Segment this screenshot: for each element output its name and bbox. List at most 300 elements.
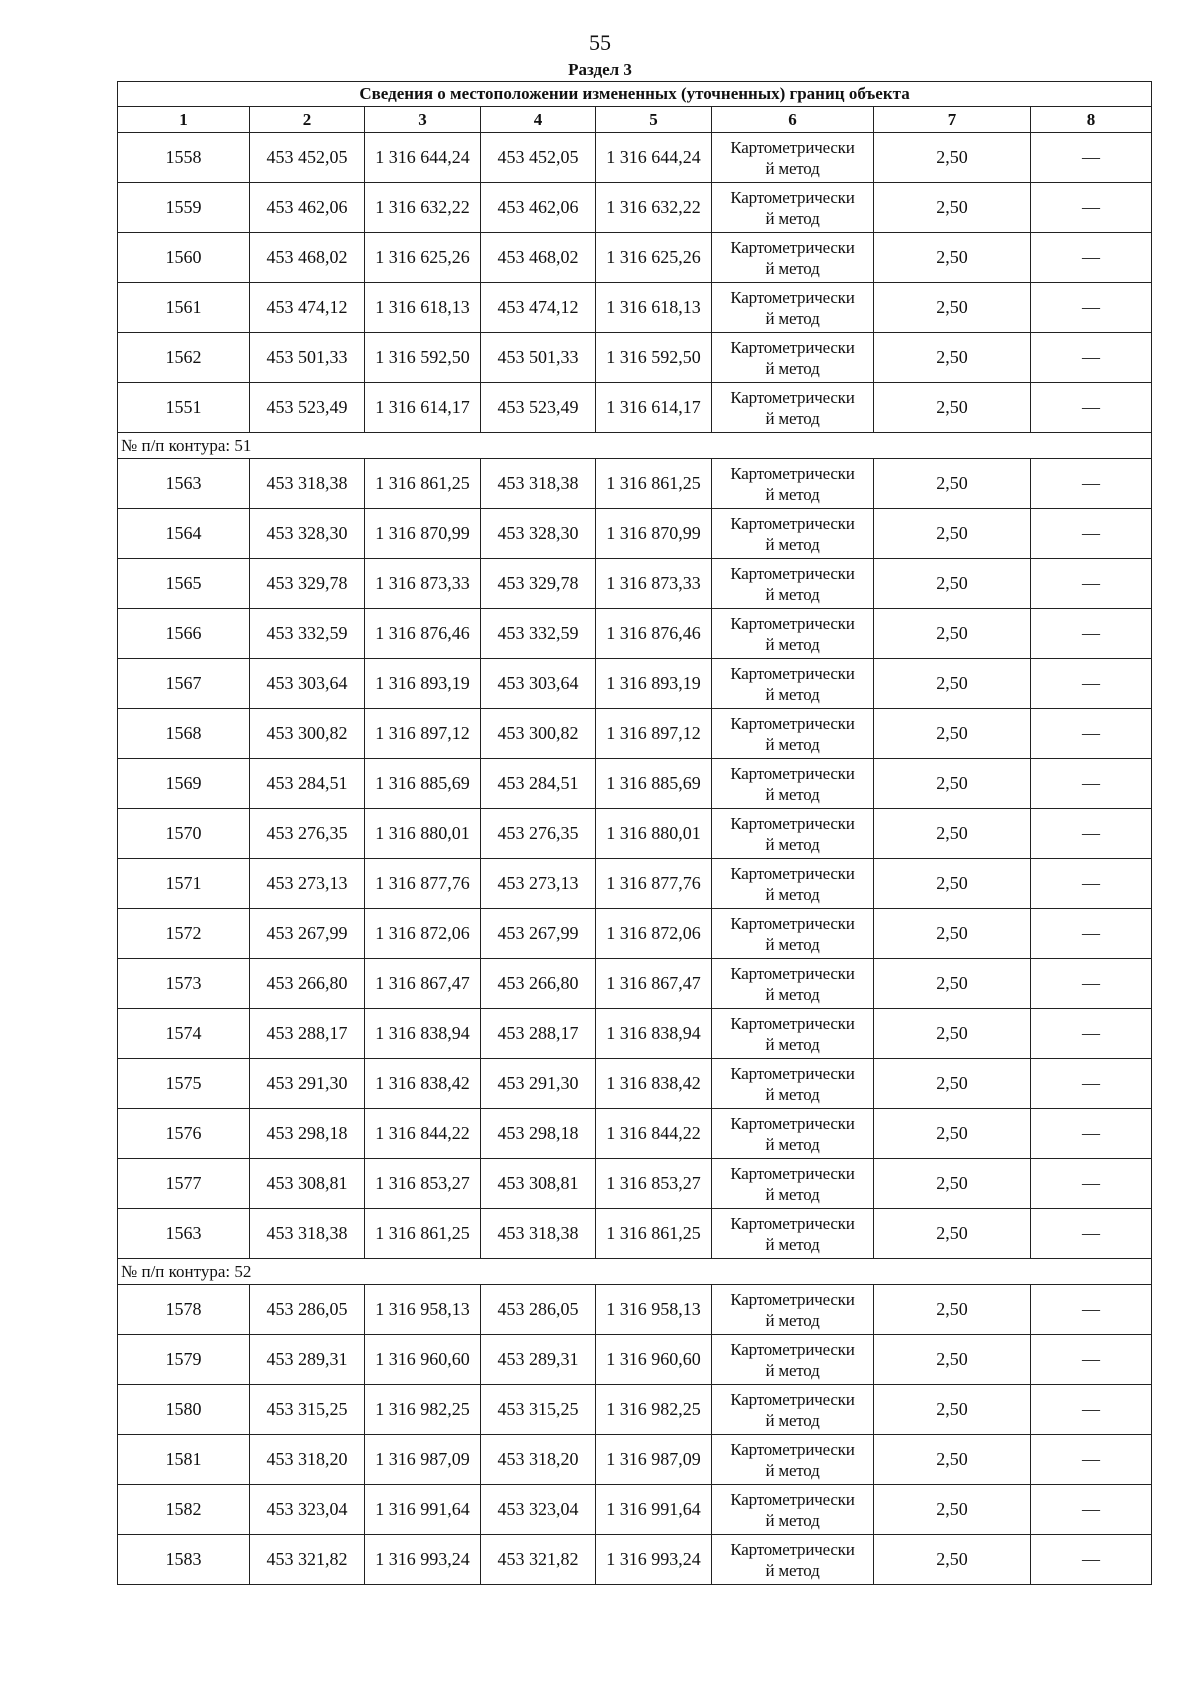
description-cell: — bbox=[1031, 1109, 1152, 1159]
x-new-cell: 453 523,49 bbox=[481, 383, 596, 433]
y-new-cell: 1 316 993,24 bbox=[596, 1535, 712, 1585]
method-line-1: Картометрически bbox=[730, 1489, 855, 1509]
point-number-cell: 1566 bbox=[118, 609, 250, 659]
y-new-cell: 1 316 982,25 bbox=[596, 1385, 712, 1435]
accuracy-cell: 2,50 bbox=[874, 509, 1031, 559]
y-existing-cell: 1 316 870,99 bbox=[365, 509, 481, 559]
y-existing-cell: 1 316 958,13 bbox=[365, 1285, 481, 1335]
column-number: 1 bbox=[118, 107, 250, 133]
x-existing-cell: 453 452,05 bbox=[250, 133, 365, 183]
description-cell: — bbox=[1031, 459, 1152, 509]
x-new-cell: 453 452,05 bbox=[481, 133, 596, 183]
x-existing-cell: 453 329,78 bbox=[250, 559, 365, 609]
x-existing-cell: 453 501,33 bbox=[250, 333, 365, 383]
method-line-1: Картометрически bbox=[730, 1339, 855, 1359]
x-new-cell: 453 332,59 bbox=[481, 609, 596, 659]
method-cell bbox=[712, 809, 874, 859]
x-new-cell: 453 462,06 bbox=[481, 183, 596, 233]
x-new-cell: 453 474,12 bbox=[481, 283, 596, 333]
y-new-cell: 1 316 861,25 bbox=[596, 1209, 712, 1259]
point-number-cell: 1563 bbox=[118, 459, 250, 509]
y-existing-cell: 1 316 625,26 bbox=[365, 233, 481, 283]
method-line-1: Картометрически bbox=[730, 513, 855, 533]
table-row bbox=[118, 659, 1152, 709]
table-row bbox=[118, 809, 1152, 859]
y-new-cell: 1 316 958,13 bbox=[596, 1285, 712, 1335]
method-cell bbox=[712, 959, 874, 1009]
y-new-cell: 1 316 838,94 bbox=[596, 1009, 712, 1059]
accuracy-cell: 2,50 bbox=[874, 133, 1031, 183]
point-number-cell: 1570 bbox=[118, 809, 250, 859]
point-number-cell: 1572 bbox=[118, 909, 250, 959]
x-new-cell: 453 273,13 bbox=[481, 859, 596, 909]
method-line-2: й метод bbox=[765, 584, 820, 604]
method-cell bbox=[712, 759, 874, 809]
contour-label: № п/п контура: 52 bbox=[118, 1259, 1152, 1285]
method-cell bbox=[712, 859, 874, 909]
y-existing-cell: 1 316 960,60 bbox=[365, 1335, 481, 1385]
method-cell bbox=[712, 133, 874, 183]
table-row bbox=[118, 1009, 1152, 1059]
method-cell bbox=[712, 459, 874, 509]
method-line-2: й метод bbox=[765, 1560, 820, 1580]
y-new-cell: 1 316 872,06 bbox=[596, 909, 712, 959]
method-line-2: й метод bbox=[765, 684, 820, 704]
table-row bbox=[118, 709, 1152, 759]
x-existing-cell: 453 318,20 bbox=[250, 1435, 365, 1485]
x-existing-cell: 453 284,51 bbox=[250, 759, 365, 809]
description-cell: — bbox=[1031, 233, 1152, 283]
x-existing-cell: 453 474,12 bbox=[250, 283, 365, 333]
y-new-cell: 1 316 861,25 bbox=[596, 459, 712, 509]
method-line-1: Картометрически bbox=[730, 913, 855, 933]
point-number-cell: 1582 bbox=[118, 1485, 250, 1535]
accuracy-cell: 2,50 bbox=[874, 1535, 1031, 1585]
y-new-cell: 1 316 618,13 bbox=[596, 283, 712, 333]
y-new-cell: 1 316 876,46 bbox=[596, 609, 712, 659]
accuracy-cell: 2,50 bbox=[874, 283, 1031, 333]
table-row bbox=[118, 1435, 1152, 1485]
y-existing-cell: 1 316 632,22 bbox=[365, 183, 481, 233]
table-row bbox=[118, 859, 1152, 909]
y-existing-cell: 1 316 982,25 bbox=[365, 1385, 481, 1435]
column-number: 7 bbox=[874, 107, 1031, 133]
method-line-2: й метод bbox=[765, 358, 820, 378]
method-line-2: й метод bbox=[765, 308, 820, 328]
y-existing-cell: 1 316 880,01 bbox=[365, 809, 481, 859]
x-existing-cell: 453 332,59 bbox=[250, 609, 365, 659]
point-number-cell: 1571 bbox=[118, 859, 250, 909]
x-new-cell: 453 289,31 bbox=[481, 1335, 596, 1385]
method-line-1: Картометрически bbox=[730, 137, 855, 157]
y-existing-cell: 1 316 861,25 bbox=[365, 459, 481, 509]
x-existing-cell: 453 298,18 bbox=[250, 1109, 365, 1159]
description-cell: — bbox=[1031, 1009, 1152, 1059]
contour-row bbox=[118, 433, 1152, 459]
x-new-cell: 453 329,78 bbox=[481, 559, 596, 609]
x-existing-cell: 453 288,17 bbox=[250, 1009, 365, 1059]
point-number-cell: 1551 bbox=[118, 383, 250, 433]
page-number: 55 bbox=[589, 30, 611, 55]
y-existing-cell: 1 316 876,46 bbox=[365, 609, 481, 659]
x-new-cell: 453 286,05 bbox=[481, 1285, 596, 1335]
y-new-cell: 1 316 880,01 bbox=[596, 809, 712, 859]
table-body bbox=[118, 82, 1152, 1585]
x-existing-cell: 453 276,35 bbox=[250, 809, 365, 859]
description-cell: — bbox=[1031, 133, 1152, 183]
method-line-2: й метод bbox=[765, 1084, 820, 1104]
method-line-1: Картометрически bbox=[730, 237, 855, 257]
column-number: 5 bbox=[596, 107, 712, 133]
description-cell: — bbox=[1031, 1209, 1152, 1259]
x-new-cell: 453 315,25 bbox=[481, 1385, 596, 1435]
description-cell: — bbox=[1031, 509, 1152, 559]
point-number-cell: 1583 bbox=[118, 1535, 250, 1585]
table-row bbox=[118, 233, 1152, 283]
method-cell bbox=[712, 559, 874, 609]
y-existing-cell: 1 316 885,69 bbox=[365, 759, 481, 809]
column-number: 2 bbox=[250, 107, 365, 133]
description-cell: — bbox=[1031, 1485, 1152, 1535]
y-new-cell: 1 316 877,76 bbox=[596, 859, 712, 909]
y-new-cell: 1 316 592,50 bbox=[596, 333, 712, 383]
method-cell bbox=[712, 1435, 874, 1485]
x-existing-cell: 453 286,05 bbox=[250, 1285, 365, 1335]
method-cell bbox=[712, 659, 874, 709]
method-cell bbox=[712, 333, 874, 383]
method-line-2: й метод bbox=[765, 158, 820, 178]
point-number-cell: 1573 bbox=[118, 959, 250, 1009]
x-new-cell: 453 291,30 bbox=[481, 1059, 596, 1109]
x-new-cell: 453 318,38 bbox=[481, 1209, 596, 1259]
accuracy-cell: 2,50 bbox=[874, 1159, 1031, 1209]
method-cell bbox=[712, 1109, 874, 1159]
method-cell bbox=[712, 1485, 874, 1535]
y-existing-cell: 1 316 618,13 bbox=[365, 283, 481, 333]
accuracy-cell: 2,50 bbox=[874, 1285, 1031, 1335]
accuracy-cell: 2,50 bbox=[874, 759, 1031, 809]
x-existing-cell: 453 267,99 bbox=[250, 909, 365, 959]
table-row bbox=[118, 1159, 1152, 1209]
description-cell: — bbox=[1031, 1385, 1152, 1435]
method-line-2: й метод bbox=[765, 208, 820, 228]
x-new-cell: 453 321,82 bbox=[481, 1535, 596, 1585]
x-existing-cell: 453 328,30 bbox=[250, 509, 365, 559]
table-row bbox=[118, 959, 1152, 1009]
x-existing-cell: 453 321,82 bbox=[250, 1535, 365, 1585]
accuracy-cell: 2,50 bbox=[874, 1209, 1031, 1259]
table-caption: Сведения о местоположении измененных (уточненных) границ объекта bbox=[118, 82, 1152, 107]
method-line-2: й метод bbox=[765, 258, 820, 278]
x-new-cell: 453 328,30 bbox=[481, 509, 596, 559]
method-line-1: Картометрически bbox=[730, 763, 855, 783]
point-number-cell: 1563 bbox=[118, 1209, 250, 1259]
method-line-1: Картометрически bbox=[730, 1013, 855, 1033]
point-number-cell: 1560 bbox=[118, 233, 250, 283]
accuracy-cell: 2,50 bbox=[874, 559, 1031, 609]
x-existing-cell: 453 462,06 bbox=[250, 183, 365, 233]
y-existing-cell: 1 316 873,33 bbox=[365, 559, 481, 609]
table-row bbox=[118, 1109, 1152, 1159]
point-number-cell: 1561 bbox=[118, 283, 250, 333]
x-new-cell: 453 468,02 bbox=[481, 233, 596, 283]
method-line-2: й метод bbox=[765, 408, 820, 428]
table-row bbox=[118, 1335, 1152, 1385]
method-line-2: й метод bbox=[765, 1184, 820, 1204]
y-new-cell: 1 316 987,09 bbox=[596, 1435, 712, 1485]
contour-label: № п/п контура: 51 bbox=[118, 433, 1152, 459]
column-number: 4 bbox=[481, 107, 596, 133]
x-existing-cell: 453 273,13 bbox=[250, 859, 365, 909]
method-cell bbox=[712, 183, 874, 233]
method-cell bbox=[712, 609, 874, 659]
point-number-cell: 1564 bbox=[118, 509, 250, 559]
y-existing-cell: 1 316 987,09 bbox=[365, 1435, 481, 1485]
accuracy-cell: 2,50 bbox=[874, 1009, 1031, 1059]
column-number: 6 bbox=[712, 107, 874, 133]
description-cell: — bbox=[1031, 859, 1152, 909]
y-new-cell: 1 316 625,26 bbox=[596, 233, 712, 283]
method-line-2: й метод bbox=[765, 1360, 820, 1380]
x-existing-cell: 453 323,04 bbox=[250, 1485, 365, 1535]
method-line-1: Картометрически bbox=[730, 187, 855, 207]
point-number-cell: 1569 bbox=[118, 759, 250, 809]
table-row bbox=[118, 1485, 1152, 1535]
x-existing-cell: 453 291,30 bbox=[250, 1059, 365, 1109]
y-new-cell: 1 316 853,27 bbox=[596, 1159, 712, 1209]
table-row bbox=[118, 1285, 1152, 1335]
point-number-cell: 1568 bbox=[118, 709, 250, 759]
table-row bbox=[118, 383, 1152, 433]
accuracy-cell: 2,50 bbox=[874, 1109, 1031, 1159]
method-line-1: Картометрически bbox=[730, 337, 855, 357]
method-line-1: Картометрически bbox=[730, 1063, 855, 1083]
y-existing-cell: 1 316 853,27 bbox=[365, 1159, 481, 1209]
method-cell bbox=[712, 509, 874, 559]
accuracy-cell: 2,50 bbox=[874, 1335, 1031, 1385]
table-caption-row bbox=[118, 82, 1152, 107]
method-line-1: Картометрически bbox=[730, 563, 855, 583]
x-new-cell: 453 303,64 bbox=[481, 659, 596, 709]
table-row bbox=[118, 283, 1152, 333]
column-number: 8 bbox=[1031, 107, 1152, 133]
column-number: 3 bbox=[365, 107, 481, 133]
description-cell: — bbox=[1031, 333, 1152, 383]
method-line-2: й метод bbox=[765, 1460, 820, 1480]
method-line-2: й метод bbox=[765, 984, 820, 1004]
x-new-cell: 453 318,38 bbox=[481, 459, 596, 509]
y-new-cell: 1 316 844,22 bbox=[596, 1109, 712, 1159]
accuracy-cell: 2,50 bbox=[874, 1059, 1031, 1109]
method-cell bbox=[712, 1159, 874, 1209]
table-row bbox=[118, 1209, 1152, 1259]
method-line-2: й метод bbox=[765, 1134, 820, 1154]
method-line-2: й метод bbox=[765, 834, 820, 854]
description-cell: — bbox=[1031, 559, 1152, 609]
description-cell: — bbox=[1031, 609, 1152, 659]
y-new-cell: 1 316 897,12 bbox=[596, 709, 712, 759]
y-existing-cell: 1 316 867,47 bbox=[365, 959, 481, 1009]
method-line-2: й метод bbox=[765, 934, 820, 954]
y-new-cell: 1 316 885,69 bbox=[596, 759, 712, 809]
table-row bbox=[118, 509, 1152, 559]
method-line-2: й метод bbox=[765, 534, 820, 554]
point-number-cell: 1577 bbox=[118, 1159, 250, 1209]
method-line-2: й метод bbox=[765, 884, 820, 904]
method-line-1: Картометрически bbox=[730, 613, 855, 633]
accuracy-cell: 2,50 bbox=[874, 959, 1031, 1009]
method-cell bbox=[712, 1059, 874, 1109]
method-cell bbox=[712, 1209, 874, 1259]
x-existing-cell: 453 523,49 bbox=[250, 383, 365, 433]
y-new-cell: 1 316 960,60 bbox=[596, 1335, 712, 1385]
x-existing-cell: 453 308,81 bbox=[250, 1159, 365, 1209]
point-number-cell: 1575 bbox=[118, 1059, 250, 1109]
accuracy-cell: 2,50 bbox=[874, 1485, 1031, 1535]
method-line-1: Картометрически bbox=[730, 963, 855, 983]
method-line-2: й метод bbox=[765, 484, 820, 504]
x-new-cell: 453 266,80 bbox=[481, 959, 596, 1009]
accuracy-cell: 2,50 bbox=[874, 609, 1031, 659]
table-row bbox=[118, 559, 1152, 609]
column-number-row bbox=[118, 107, 1152, 133]
y-existing-cell: 1 316 991,64 bbox=[365, 1485, 481, 1535]
table-row bbox=[118, 1059, 1152, 1109]
x-new-cell: 453 284,51 bbox=[481, 759, 596, 809]
point-number-cell: 1567 bbox=[118, 659, 250, 709]
point-number-cell: 1559 bbox=[118, 183, 250, 233]
method-line-1: Картометрически bbox=[730, 387, 855, 407]
method-cell bbox=[712, 283, 874, 333]
accuracy-cell: 2,50 bbox=[874, 1435, 1031, 1485]
x-new-cell: 453 501,33 bbox=[481, 333, 596, 383]
point-number-cell: 1574 bbox=[118, 1009, 250, 1059]
accuracy-cell: 2,50 bbox=[874, 859, 1031, 909]
method-line-2: й метод bbox=[765, 1310, 820, 1330]
description-cell: — bbox=[1031, 709, 1152, 759]
method-line-2: й метод bbox=[765, 1034, 820, 1054]
method-line-1: Картометрически bbox=[730, 1163, 855, 1183]
table-row bbox=[118, 1385, 1152, 1435]
method-line-1: Картометрически bbox=[730, 1213, 855, 1233]
description-cell: — bbox=[1031, 183, 1152, 233]
x-new-cell: 453 288,17 bbox=[481, 1009, 596, 1059]
method-line-1: Картометрически bbox=[730, 1539, 855, 1559]
y-existing-cell: 1 316 838,94 bbox=[365, 1009, 481, 1059]
x-new-cell: 453 300,82 bbox=[481, 709, 596, 759]
y-new-cell: 1 316 644,24 bbox=[596, 133, 712, 183]
description-cell: — bbox=[1031, 1435, 1152, 1485]
description-cell: — bbox=[1031, 809, 1152, 859]
method-line-1: Картометрически bbox=[730, 1439, 855, 1459]
description-cell: — bbox=[1031, 959, 1152, 1009]
accuracy-cell: 2,50 bbox=[874, 233, 1031, 283]
y-new-cell: 1 316 870,99 bbox=[596, 509, 712, 559]
description-cell: — bbox=[1031, 1535, 1152, 1585]
table-row bbox=[118, 133, 1152, 183]
x-existing-cell: 453 266,80 bbox=[250, 959, 365, 1009]
method-line-1: Картометрически bbox=[730, 1113, 855, 1133]
y-existing-cell: 1 316 592,50 bbox=[365, 333, 481, 383]
method-cell bbox=[712, 709, 874, 759]
y-new-cell: 1 316 632,22 bbox=[596, 183, 712, 233]
x-existing-cell: 453 303,64 bbox=[250, 659, 365, 709]
x-new-cell: 453 267,99 bbox=[481, 909, 596, 959]
method-cell bbox=[712, 233, 874, 283]
x-new-cell: 453 323,04 bbox=[481, 1485, 596, 1535]
y-existing-cell: 1 316 897,12 bbox=[365, 709, 481, 759]
method-line-1: Картометрически bbox=[730, 663, 855, 683]
description-cell: — bbox=[1031, 1285, 1152, 1335]
accuracy-cell: 2,50 bbox=[874, 809, 1031, 859]
method-line-2: й метод bbox=[765, 1410, 820, 1430]
table-row bbox=[118, 759, 1152, 809]
table-row bbox=[118, 333, 1152, 383]
point-number-cell: 1580 bbox=[118, 1385, 250, 1435]
y-existing-cell: 1 316 614,17 bbox=[365, 383, 481, 433]
method-cell bbox=[712, 1535, 874, 1585]
method-line-2: й метод bbox=[765, 784, 820, 804]
y-existing-cell: 1 316 861,25 bbox=[365, 1209, 481, 1259]
description-cell: — bbox=[1031, 1335, 1152, 1385]
method-line-1: Картометрически bbox=[730, 863, 855, 883]
accuracy-cell: 2,50 bbox=[874, 709, 1031, 759]
method-line-1: Картометрически bbox=[730, 813, 855, 833]
y-new-cell: 1 316 838,42 bbox=[596, 1059, 712, 1109]
y-existing-cell: 1 316 844,22 bbox=[365, 1109, 481, 1159]
x-new-cell: 453 276,35 bbox=[481, 809, 596, 859]
accuracy-cell: 2,50 bbox=[874, 1385, 1031, 1435]
method-cell bbox=[712, 1335, 874, 1385]
x-existing-cell: 453 468,02 bbox=[250, 233, 365, 283]
y-new-cell: 1 316 893,19 bbox=[596, 659, 712, 709]
method-line-2: й метод bbox=[765, 1234, 820, 1254]
x-existing-cell: 453 289,31 bbox=[250, 1335, 365, 1385]
x-new-cell: 453 308,81 bbox=[481, 1159, 596, 1209]
point-number-cell: 1578 bbox=[118, 1285, 250, 1335]
y-existing-cell: 1 316 893,19 bbox=[365, 659, 481, 709]
table-row bbox=[118, 609, 1152, 659]
method-cell bbox=[712, 1009, 874, 1059]
accuracy-cell: 2,50 bbox=[874, 383, 1031, 433]
y-new-cell: 1 316 873,33 bbox=[596, 559, 712, 609]
description-cell: — bbox=[1031, 283, 1152, 333]
accuracy-cell: 2,50 bbox=[874, 459, 1031, 509]
y-new-cell: 1 316 614,17 bbox=[596, 383, 712, 433]
point-number-cell: 1565 bbox=[118, 559, 250, 609]
method-cell bbox=[712, 1285, 874, 1335]
description-cell: — bbox=[1031, 659, 1152, 709]
method-line-1: Картометрически bbox=[730, 463, 855, 483]
method-line-2: й метод bbox=[765, 1510, 820, 1530]
y-existing-cell: 1 316 877,76 bbox=[365, 859, 481, 909]
description-cell: — bbox=[1031, 759, 1152, 809]
method-line-1: Картометрически bbox=[730, 1389, 855, 1409]
y-new-cell: 1 316 991,64 bbox=[596, 1485, 712, 1535]
x-existing-cell: 453 318,38 bbox=[250, 1209, 365, 1259]
y-existing-cell: 1 316 838,42 bbox=[365, 1059, 481, 1109]
method-cell bbox=[712, 909, 874, 959]
point-number-cell: 1562 bbox=[118, 333, 250, 383]
y-existing-cell: 1 316 872,06 bbox=[365, 909, 481, 959]
accuracy-cell: 2,50 bbox=[874, 909, 1031, 959]
section-title: Раздел 3 bbox=[568, 60, 632, 79]
contour-row bbox=[118, 1259, 1152, 1285]
table-row bbox=[118, 183, 1152, 233]
method-line-2: й метод bbox=[765, 634, 820, 654]
accuracy-cell: 2,50 bbox=[874, 183, 1031, 233]
point-number-cell: 1579 bbox=[118, 1335, 250, 1385]
